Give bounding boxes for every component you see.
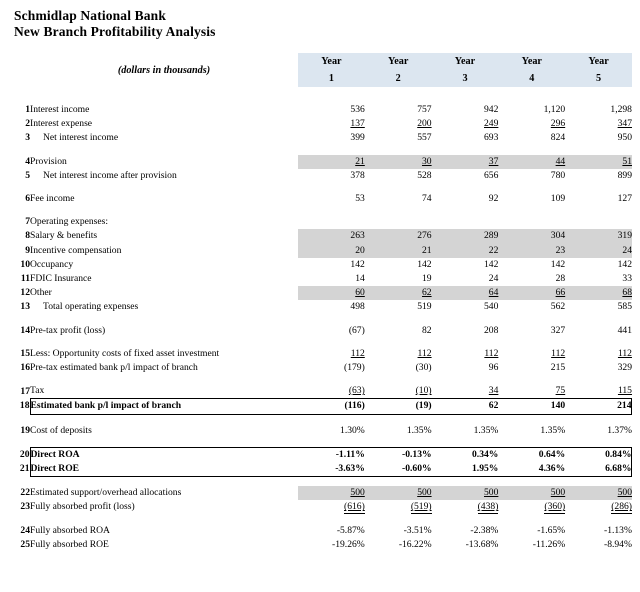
row-value: 142 (417, 258, 432, 270)
row-value: -1.13% (604, 524, 632, 536)
table-row (8, 258, 632, 272)
column-header-number-5: 5 (565, 70, 632, 87)
table-row (8, 155, 632, 169)
row-value: 500 (565, 486, 632, 500)
row-label: Net interest income (43, 132, 119, 144)
row-value: 528 (417, 169, 432, 181)
row-number: 13 (20, 301, 30, 313)
row-value: (67) (348, 324, 365, 336)
table-row (8, 215, 632, 229)
row-number: 12 (20, 287, 30, 299)
row-value: 557 (417, 132, 432, 144)
row-value: 142 (484, 258, 499, 270)
row-value: 20 (298, 244, 365, 258)
column-header-year-3: Year (432, 53, 499, 70)
table-row (8, 169, 632, 183)
row-label: Salary & benefits (30, 230, 98, 242)
row-value (565, 215, 632, 229)
row-value: 14 (355, 273, 365, 285)
row-value: -5.87% (336, 524, 365, 536)
table-row-highlight (8, 447, 632, 462)
table-row (8, 131, 632, 145)
row-value: -1.11% (298, 447, 365, 462)
row-value: 112 (417, 347, 432, 359)
row-value: 263 (298, 229, 365, 243)
row-value: 347 (617, 118, 632, 130)
row-value: 21 (365, 244, 432, 258)
row-value: 441 (617, 324, 632, 336)
row-value: 112 (551, 347, 566, 359)
row-label: Incentive compensation (30, 244, 122, 256)
row-value: (30) (415, 362, 432, 374)
row-value: 68 (565, 286, 632, 300)
row-value: 1.35% (540, 424, 566, 436)
row-value: 1.35% (406, 424, 432, 436)
table-row (8, 272, 632, 286)
row-value: 44 (498, 155, 565, 169)
spacer-after-header-2 (8, 96, 632, 103)
row-value: 0.34% (432, 447, 499, 462)
row-value: (438) (477, 501, 499, 513)
row-label: Operating expenses: (30, 216, 109, 228)
row-value: 780 (550, 169, 566, 181)
table-row (8, 117, 632, 131)
row-value: -16.22% (398, 538, 432, 550)
spacer-row (8, 477, 632, 487)
row-value: 500 (298, 486, 365, 500)
row-value: (63) (348, 385, 365, 397)
row-number: 3 (25, 132, 30, 144)
row-value: 34 (488, 385, 499, 397)
row-value: -0.13% (365, 447, 432, 462)
row-value (432, 215, 499, 229)
row-number: 11 (20, 273, 30, 285)
row-label: Estimated support/overhead allocations (30, 487, 182, 499)
row-value: 21 (298, 155, 365, 169)
row-value: 75 (555, 385, 566, 397)
row-value: 378 (350, 169, 365, 181)
row-value: 82 (422, 324, 432, 336)
row-value: 500 (432, 486, 499, 500)
table-row-highlight (8, 462, 632, 477)
row-value: 112 (350, 347, 365, 359)
row-value: 296 (550, 118, 566, 130)
row-value: 249 (484, 118, 499, 130)
table-row (8, 486, 632, 500)
row-value: 23 (498, 244, 565, 258)
row-value: 519 (417, 301, 432, 313)
row-number: 16 (20, 362, 30, 374)
row-value: 92 (488, 193, 499, 205)
row-value: (519) (410, 501, 432, 513)
row-value: (10) (415, 385, 432, 397)
units-note: (dollars in thousands) (117, 64, 211, 76)
row-value: 115 (617, 385, 632, 397)
row-label: Fully absorbed ROA (30, 524, 110, 536)
row-value: 329 (617, 362, 632, 374)
row-value: -2.38% (470, 524, 499, 536)
table-row (8, 244, 632, 258)
row-number: 8 (25, 230, 30, 242)
column-header-number-3: 3 (432, 70, 499, 87)
spacer-row (8, 438, 632, 448)
row-label: Fully absorbed profit (loss) (30, 501, 135, 513)
column-header-year-5: Year (565, 53, 632, 70)
row-value: 22 (432, 244, 499, 258)
table-row (8, 103, 632, 117)
row-value: 37 (432, 155, 499, 169)
spacer-row (8, 206, 632, 215)
spacer-row (8, 338, 632, 347)
header-spacer-num-2 (8, 70, 30, 87)
row-value: 693 (484, 132, 499, 144)
table-row (8, 384, 632, 399)
row-label: Other (30, 287, 52, 299)
row-label: Occupancy (30, 258, 74, 270)
row-value: 60 (298, 286, 365, 300)
table-row (8, 229, 632, 243)
spacer-row (8, 375, 632, 384)
row-number: 1 (25, 104, 30, 115)
row-value: 304 (498, 229, 565, 243)
row-value: 498 (350, 301, 365, 313)
table-row (8, 361, 632, 375)
row-value: (286) (611, 501, 632, 513)
row-value: (360) (544, 501, 566, 513)
row-number: 17 (20, 385, 30, 397)
table-row (8, 286, 632, 300)
row-value: 127 (617, 193, 632, 205)
row-value: 62 (365, 286, 432, 300)
row-value (365, 215, 432, 229)
row-value: 24 (488, 273, 499, 285)
row-value: 24 (565, 244, 632, 258)
row-value: 53 (355, 193, 365, 205)
row-value: -0.60% (365, 462, 432, 477)
table-row (8, 192, 632, 206)
row-value: 1,298 (610, 104, 632, 115)
row-value: 1,120 (543, 104, 566, 115)
row-label: Fee income (30, 193, 75, 205)
row-value (298, 215, 365, 229)
column-header-year-1: Year (298, 53, 365, 70)
row-value: 1.35% (473, 424, 499, 436)
row-number: 10 (20, 258, 30, 270)
table-row (8, 300, 632, 314)
row-value: 399 (350, 132, 365, 144)
row-number: 20 (19, 448, 30, 460)
row-value: 6.68% (565, 462, 632, 477)
page-title: Schmidlap National Bank (14, 8, 166, 23)
row-value: 540 (484, 301, 499, 313)
row-label: Interest income (30, 104, 90, 115)
row-number: 21 (19, 463, 30, 475)
column-header-year-2: Year (365, 53, 432, 70)
row-label: Fully absorbed ROE (30, 538, 109, 550)
row-label: Less: Opportunity costs of fixed asset investment (30, 347, 220, 359)
row-value: 30 (365, 155, 432, 169)
row-label: Estimated bank p/l impact of branch (30, 399, 298, 414)
row-value: 327 (550, 324, 566, 336)
row-value: 0.64% (498, 447, 565, 462)
row-value: 536 (350, 104, 365, 115)
row-value: 757 (417, 104, 432, 115)
profitability-table (8, 53, 632, 552)
row-number: 22 (20, 487, 30, 499)
row-value: 1.30% (340, 424, 365, 436)
row-value: 137 (350, 118, 365, 130)
row-value: 1.37% (607, 424, 632, 436)
row-value: 1.95% (432, 462, 499, 477)
row-value: 200 (417, 118, 432, 130)
row-value: 96 (488, 362, 499, 374)
row-value: 950 (617, 132, 632, 144)
row-value: 74 (422, 193, 432, 205)
row-value: 585 (617, 301, 632, 313)
row-value: 214 (565, 399, 632, 414)
row-label: Tax (30, 385, 45, 397)
row-value: -11.26% (532, 538, 566, 550)
row-label: Total operating expenses (43, 301, 139, 313)
row-value: 19 (422, 273, 432, 285)
table-row (8, 538, 632, 552)
row-value: -8.94% (604, 538, 632, 550)
table-row (8, 347, 632, 361)
header-spacer-num (8, 53, 30, 70)
table-header-row-1 (8, 53, 632, 70)
row-value: (179) (344, 362, 365, 374)
row-value: 656 (484, 169, 499, 181)
row-value: 33 (622, 273, 632, 285)
row-value: 112 (484, 347, 499, 359)
spacer-row (8, 146, 632, 155)
spacer-after-header (8, 87, 632, 96)
row-value: 109 (550, 193, 566, 205)
row-value: (616) (344, 501, 365, 513)
table-row (8, 524, 632, 538)
row-value: 276 (365, 229, 432, 243)
row-value: (19) (365, 399, 432, 414)
row-value: 4.36% (498, 462, 565, 477)
spacer-row (8, 183, 632, 192)
row-number: 6 (25, 193, 30, 205)
row-number: 2 (25, 118, 30, 130)
table-row (8, 424, 632, 438)
row-number: 25 (20, 538, 30, 550)
row-value: -3.51% (403, 524, 432, 536)
row-value: 142 (617, 258, 632, 270)
row-number: 15 (20, 347, 30, 359)
row-label: Cost of deposits (30, 424, 92, 436)
row-value: -13.68% (465, 538, 499, 550)
row-number: 9 (25, 244, 30, 256)
column-header-number-1: 1 (298, 70, 365, 87)
row-value: -1.65% (537, 524, 566, 536)
row-number: 14 (20, 324, 30, 336)
row-value: (116) (298, 399, 365, 414)
row-label: Direct ROE (30, 462, 298, 477)
row-value: 112 (617, 347, 632, 359)
row-label: Pre-tax estimated bank p/l impact of branch (30, 362, 198, 374)
row-value: 500 (365, 486, 432, 500)
row-value: 500 (498, 486, 565, 500)
column-header-year-4: Year (498, 53, 565, 70)
spacer-row (8, 414, 632, 424)
row-value: 289 (432, 229, 499, 243)
row-number: 5 (25, 169, 30, 181)
column-header-number-2: 2 (365, 70, 432, 87)
row-number: 7 (25, 216, 30, 228)
row-value: 208 (484, 324, 499, 336)
row-number: 23 (20, 501, 30, 513)
table-row (8, 324, 632, 338)
row-value: -19.26% (332, 538, 365, 550)
row-value: 66 (498, 286, 565, 300)
row-label: FDIC Insurance (30, 273, 92, 285)
row-value: 142 (350, 258, 365, 270)
row-value: -3.63% (298, 462, 365, 477)
row-number: 19 (20, 424, 30, 436)
row-value (498, 215, 565, 229)
row-label: Interest expense (30, 118, 93, 130)
row-number: 18 (19, 400, 30, 412)
row-value: 215 (550, 362, 566, 374)
column-header-number-4: 4 (498, 70, 565, 87)
row-label: Net interest income after provision (43, 169, 177, 181)
row-value: 824 (550, 132, 566, 144)
row-number: 4 (25, 155, 30, 167)
page-subtitle: New Branch Profitability Analysis (14, 24, 216, 39)
row-label: Provision (30, 155, 67, 167)
row-label: Pre-tax profit (loss) (30, 324, 106, 336)
row-value: 942 (484, 104, 499, 115)
table-row-highlight (8, 399, 632, 414)
row-value: 142 (550, 258, 566, 270)
row-value: 28 (555, 273, 566, 285)
row-value: 562 (550, 301, 566, 313)
row-label: Direct ROA (30, 447, 298, 462)
spacer-row (8, 515, 632, 524)
spacer-row (8, 315, 632, 324)
row-value: 51 (565, 155, 632, 169)
row-number: 24 (20, 524, 30, 536)
row-value: 319 (565, 229, 632, 243)
row-value: 0.84% (565, 447, 632, 462)
row-value: 62 (432, 399, 499, 414)
row-value: 140 (498, 399, 565, 414)
row-value: 64 (432, 286, 499, 300)
row-value: 899 (617, 169, 632, 181)
table-row (8, 500, 632, 514)
